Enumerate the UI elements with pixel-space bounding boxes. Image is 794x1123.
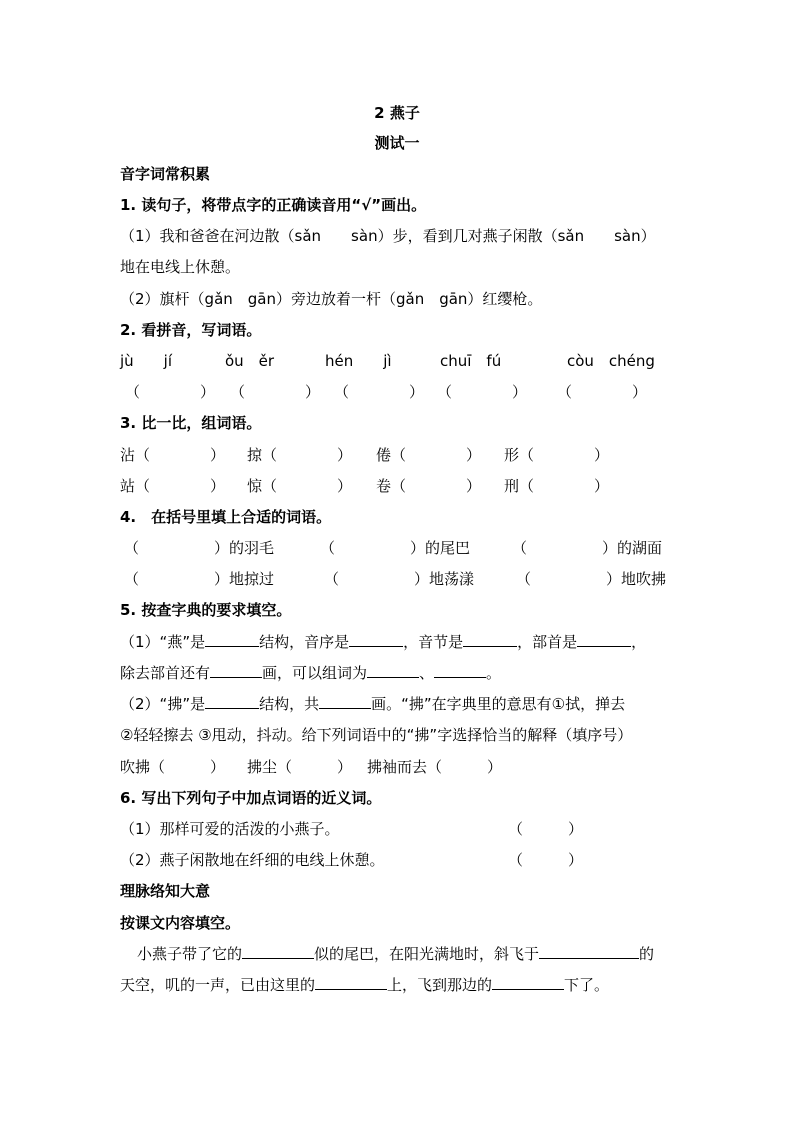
question-5-line-1 [120,632,646,652]
text-segment: 上，飞到那边的 [387,976,493,994]
underline-blank[interactable] [319,694,371,709]
pinyin-item: hén jì [325,352,392,370]
answer-blank[interactable]: （ ） [230,383,321,401]
section-heading-vocabulary: 音字词常积累 [120,165,211,183]
answer-blank[interactable]: （ ） [125,383,216,401]
fill-phrase[interactable]: （ ）的湖面 [512,539,663,557]
underline-blank[interactable] [463,632,517,647]
question-1-sentence-1-cont: 地在电线上休憩。 [120,258,241,276]
question-4-heading: 4. 在括号里填上合适的词语。 [120,508,332,526]
text-segment: （1）“燕”是 [120,633,206,651]
text-segment: 下了。 [564,976,610,994]
text-segment: 画。“拂”在字典里的意思有①拭，掸去 [371,695,626,713]
question-7-line-1 [137,944,654,964]
question-5-line-4: ②轻轻擦去 ③甩动，抖动。给下列词语中的“拂”字选择恰当的解释（填序号） [120,726,633,744]
question-6-heading: 6. 写出下列句子中加点词语的近义词。 [120,789,382,807]
question-2-heading: 2. 看拼音，写词语。 [120,321,262,339]
question-5-line-2 [120,663,501,683]
section-heading-outline: 理脉络知大意 [120,882,211,900]
text-segment: 似的尾巴，在阳光满地时，斜飞于 [314,945,540,963]
fill-phrase[interactable]: （ ）地荡漾 [324,570,475,588]
text-segment: ，部首是 [517,633,578,651]
compare-item[interactable]: 惊（ ） [247,477,353,495]
question-1-heading: 1. 读句子，将带点字的正确读音用“√”画出。 [120,196,427,214]
text-segment: 、 [419,664,435,682]
text-segment: ， [631,633,647,651]
compare-item[interactable]: 倦（ ） [376,446,482,464]
text-segment: ，音节是 [403,633,464,651]
text-segment: （2）“拂”是 [120,695,206,713]
text-segment: 除去部首还有 [120,664,211,682]
pinyin-item: jù jí [120,352,173,370]
answer-blank[interactable]: （ ） [508,851,584,869]
underline-blank[interactable] [434,663,486,678]
question-6-sentence-2: （2）燕子闲散地在纤细的电线上休憩。 [120,851,385,869]
underline-blank[interactable] [349,632,403,647]
underline-blank[interactable] [539,944,639,959]
underline-blank[interactable] [315,975,387,990]
compare-item[interactable]: 沾（ ） [120,446,226,464]
answer-blank[interactable]: （ ） [508,820,584,838]
question-5-line-3 [120,694,625,714]
underline-blank[interactable] [242,944,314,959]
text-segment: 结构，音序是 [259,633,350,651]
question-3-heading: 3. 比一比，组词语。 [120,414,262,432]
text-segment: 的 [639,945,655,963]
fill-phrase[interactable]: （ ）的羽毛 [124,539,275,557]
page-title: 2 燕子 [374,104,420,122]
underline-blank[interactable] [205,632,259,647]
compare-item[interactable]: 站（ ） [120,477,226,495]
fill-item[interactable]: 拂袖而去（ ） [367,758,503,776]
underline-blank[interactable] [492,975,564,990]
text-segment: 。 [486,664,502,682]
text-segment: 画，可以组词为 [262,664,368,682]
question-7-heading: 按课文内容填空。 [120,914,241,932]
underline-blank[interactable] [205,694,259,709]
fill-phrase[interactable]: （ ）地掠过 [124,570,275,588]
compare-item[interactable]: 掠（ ） [247,446,353,464]
question-1-sentence-1: （1）我和爸爸在河边散（sǎn sàn）步，看到几对燕子闲散（sǎn sàn） [120,227,656,245]
compare-item[interactable]: 卷（ ） [376,477,482,495]
answer-blank[interactable]: （ ） [557,383,648,401]
answer-blank[interactable]: （ ） [437,383,528,401]
text-segment: 结构，共 [259,695,320,713]
fill-phrase[interactable]: （ ）地吹拂 [516,570,667,588]
pinyin-item: còu chéng [567,352,655,370]
pinyin-item: ǒu ěr [225,352,275,370]
page-subtitle: 测试一 [374,134,420,152]
pinyin-item: chuī fú [440,352,502,370]
question-7-line-2 [120,975,609,995]
text-segment: 天空，叽的一声，已由这里的 [120,976,316,994]
compare-item[interactable]: 形（ ） [504,446,610,464]
fill-item[interactable]: 拂尘（ ） [247,758,353,776]
question-1-sentence-2: （2）旗杆（gǎn gān）旁边放着一杆（gǎn gān）红缨枪。 [120,290,543,308]
fill-phrase[interactable]: （ ）的尾巴 [320,539,471,557]
question-6-sentence-1: （1）那样可爱的活泼的小燕子。 [120,820,340,838]
underline-blank[interactable] [210,663,262,678]
compare-item[interactable]: 刑（ ） [504,477,610,495]
answer-blank[interactable]: （ ） [334,383,425,401]
underline-blank[interactable] [577,632,631,647]
question-5-heading: 5. 按查字典的要求填空。 [120,601,292,619]
fill-item[interactable]: 吹拂（ ） [120,758,226,776]
text-segment: 小燕子带了它的 [137,945,243,963]
underline-blank[interactable] [367,663,419,678]
